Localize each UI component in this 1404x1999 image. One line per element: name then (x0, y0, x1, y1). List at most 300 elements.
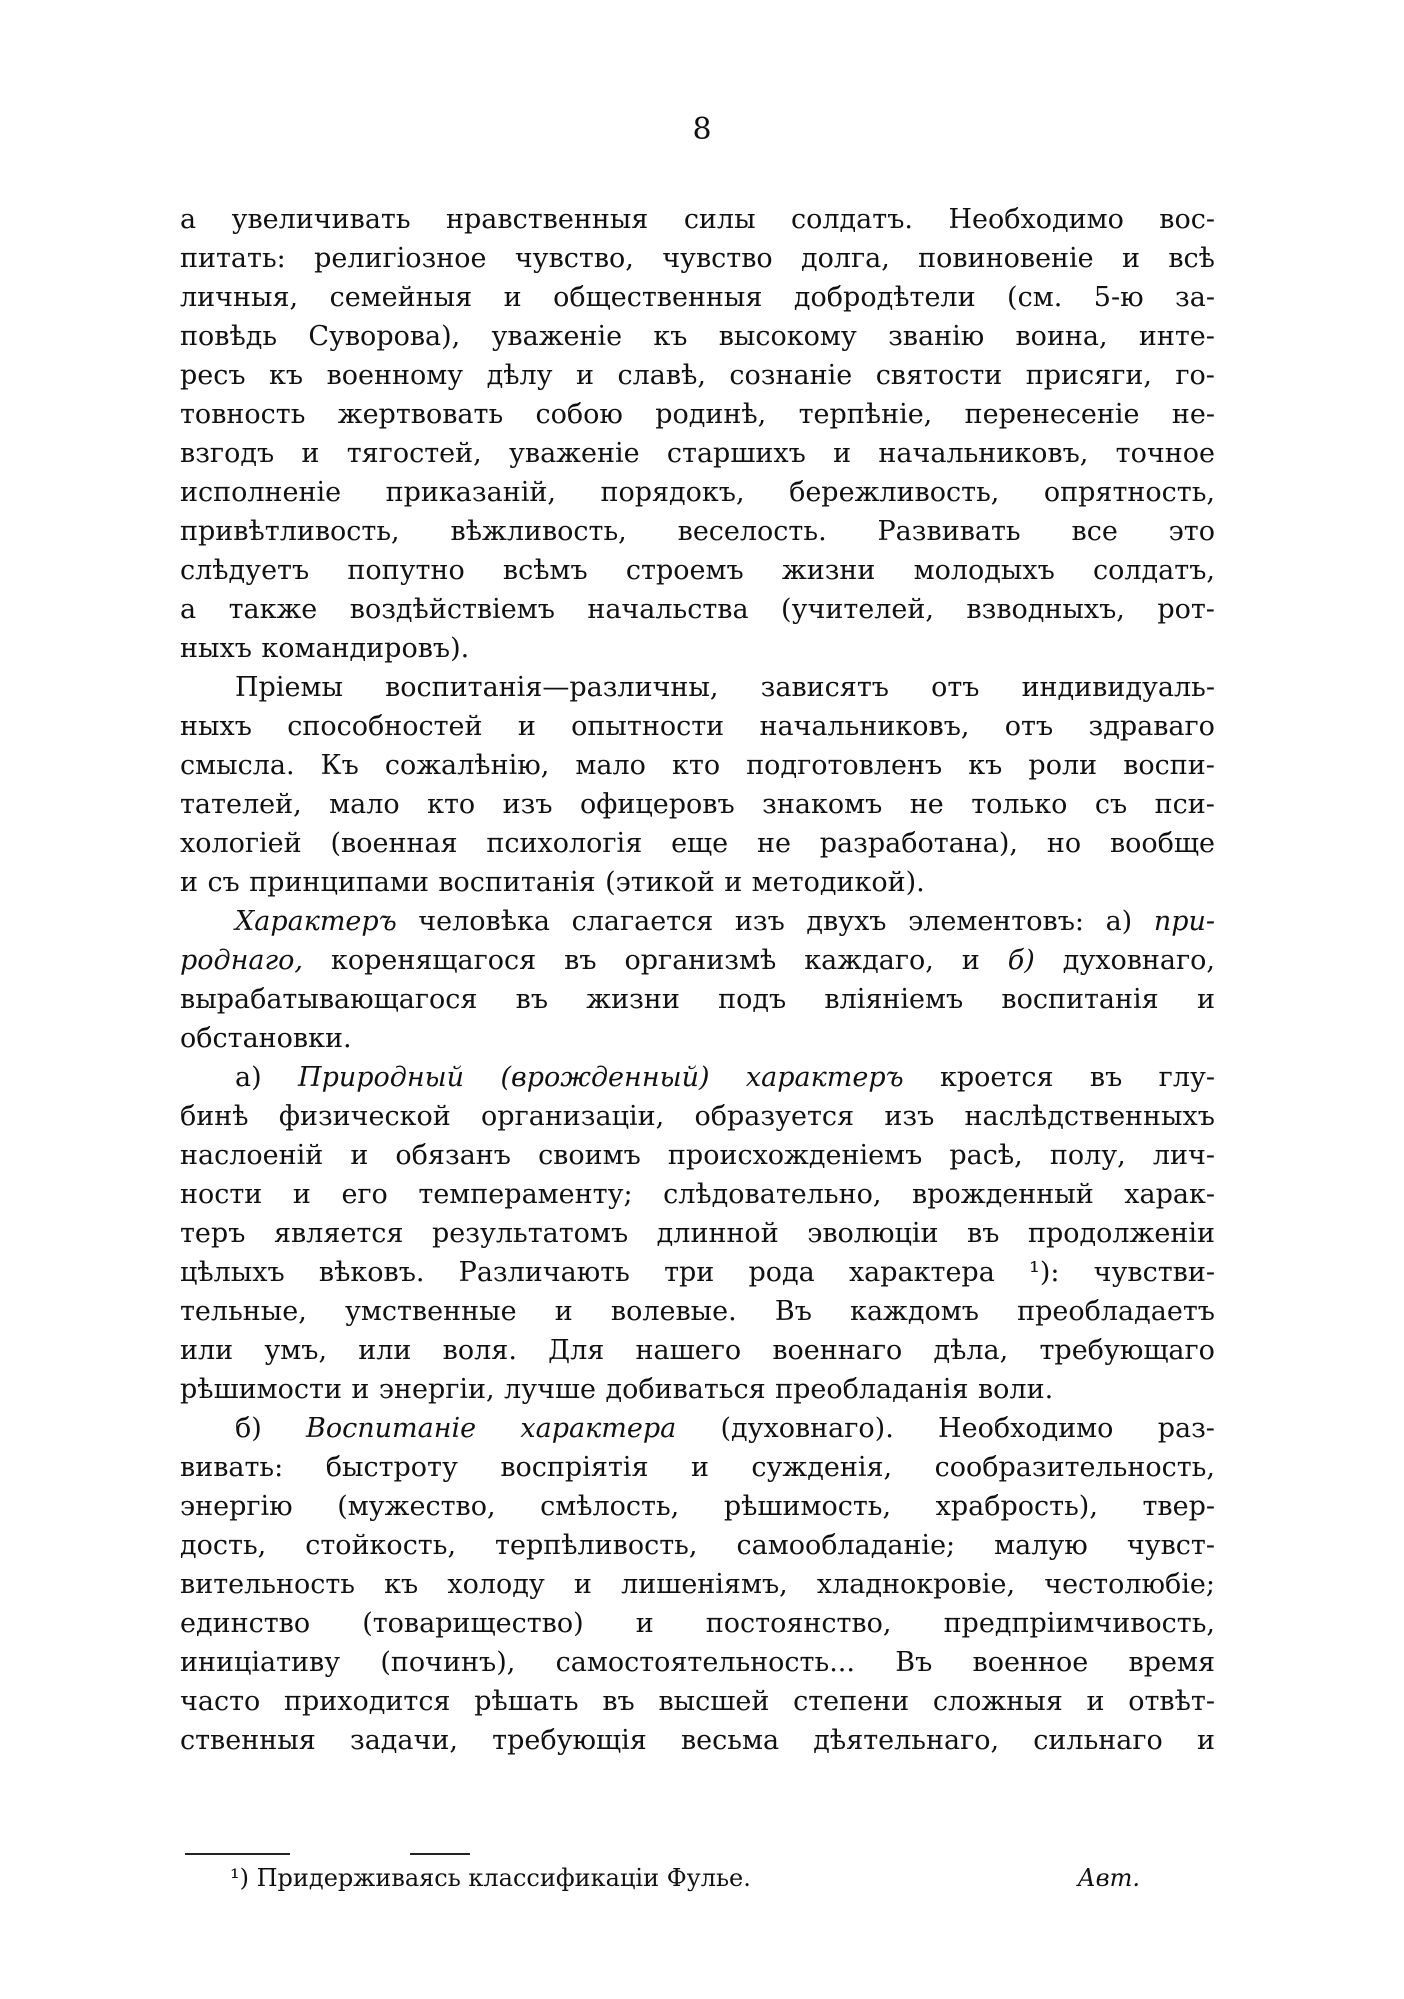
word: является (273, 1218, 404, 1249)
word: всѣмъ (502, 555, 588, 586)
word: тягостей, (346, 438, 482, 469)
text-line (180, 863, 1215, 902)
text-line (180, 902, 1215, 941)
word: долга, (800, 243, 890, 274)
word: при- (1153, 906, 1215, 937)
word: къ (968, 750, 1003, 781)
word: и (517, 711, 536, 742)
word: и (833, 438, 852, 469)
word: Суворова), (308, 321, 461, 352)
word: общественныя (553, 282, 763, 313)
word: воспитанія (438, 867, 596, 898)
word: воспитанія—различны, (385, 672, 719, 703)
word: Къ (320, 750, 359, 781)
word: психологія (486, 828, 643, 859)
word: строемъ (625, 555, 744, 586)
word: командировъ). (261, 633, 470, 664)
word: чувстви- (1093, 1257, 1215, 1288)
word: требующія (492, 1725, 647, 1756)
word: духовнаго, (1062, 945, 1215, 976)
word: вос- (1159, 204, 1215, 235)
word: воспитанія (1001, 984, 1159, 1015)
text-line (180, 1370, 1215, 1409)
text-line (180, 395, 1215, 434)
word: время (1128, 1647, 1215, 1678)
word: и (1196, 1725, 1215, 1756)
word: отъ (931, 672, 980, 703)
text-line (180, 785, 1215, 824)
word: Необходимо (938, 1413, 1114, 1444)
word: (духовнаго). (720, 1413, 894, 1444)
word: разработана), (819, 828, 1019, 859)
word: тателей, (180, 789, 302, 820)
text-line (180, 200, 1215, 239)
word: къ (653, 321, 688, 352)
word: кто (427, 789, 476, 820)
word: каждомъ (850, 1296, 979, 1327)
word: рѣшимость, (723, 1491, 892, 1522)
word: рот- (1157, 594, 1215, 625)
word: всѣ (1168, 243, 1215, 274)
word: славѣ, (617, 360, 706, 391)
word: преобладаетъ (1017, 1296, 1215, 1327)
word: Пріемы (235, 672, 343, 703)
word: физической (278, 1101, 451, 1132)
word: принципами (249, 867, 429, 898)
word: слѣдовательно, (663, 1179, 882, 1210)
word: и (350, 1140, 369, 1171)
text-line (180, 1604, 1215, 1643)
word: высшей (658, 1686, 770, 1717)
word: малую (994, 1530, 1088, 1561)
word: чувство, (514, 243, 634, 274)
word: къ (384, 1569, 419, 1600)
word: силы (683, 204, 756, 235)
word: бережливость, (789, 477, 1000, 508)
footnote-body: Придерживаясь классификаціи Фулье. (256, 1864, 751, 1892)
word: все (1071, 516, 1118, 547)
word: постоянство, (705, 1608, 892, 1639)
text-line (180, 1136, 1215, 1175)
word: религіозное (314, 243, 487, 274)
word: требующаго (1039, 1335, 1215, 1366)
word: родинѣ, (655, 399, 767, 430)
word: волевые. (610, 1296, 737, 1327)
word: ресъ (180, 360, 246, 391)
word: собою (535, 399, 623, 430)
word: только (971, 789, 1068, 820)
word: приказаній, (385, 477, 556, 508)
word: изъ (734, 906, 785, 937)
word: (этикой (605, 867, 715, 898)
word: или (180, 1335, 234, 1366)
text-line (180, 590, 1215, 629)
word: нашего (635, 1335, 742, 1366)
word: вырабатывающагося (180, 984, 478, 1015)
text-line (180, 746, 1215, 785)
word: харак- (1124, 1179, 1215, 1210)
word: характера (520, 1413, 677, 1444)
word: молодыхъ (913, 555, 1055, 586)
word: рѣшимости (180, 1374, 342, 1405)
word: съ (207, 867, 240, 898)
text-line (180, 551, 1215, 590)
word: степени (793, 1686, 910, 1717)
text-line (180, 278, 1215, 317)
word: глу- (1158, 1062, 1215, 1093)
word: Для (548, 1335, 605, 1366)
word: вѣковъ. (318, 1257, 425, 1288)
word: вліяніемъ (824, 984, 964, 1015)
word: двухъ (806, 906, 887, 937)
word: и (690, 1452, 709, 1483)
word: коренящагося (331, 945, 537, 976)
word: лучше (504, 1374, 597, 1405)
text-line (180, 512, 1215, 551)
word: вивать: (180, 1452, 284, 1483)
word: взводныхъ, (966, 594, 1125, 625)
word: (мужество, (337, 1491, 496, 1522)
word: точное (1115, 438, 1215, 469)
word: ныхъ (180, 711, 252, 742)
text-line (180, 1721, 1215, 1760)
word: кроется (940, 1062, 1054, 1093)
word: го- (1175, 360, 1215, 391)
word: въ (564, 945, 597, 976)
word: попутно (347, 555, 465, 586)
word: сожалѣнію, (384, 750, 550, 781)
word: дѣлу (486, 360, 553, 391)
text-line (180, 317, 1215, 356)
word: въ (602, 1686, 635, 1717)
word: сложныя (932, 1686, 1063, 1717)
word: самостоятельность... (555, 1647, 855, 1678)
word: (учителей, (781, 594, 934, 625)
word: ныхъ (180, 633, 252, 664)
word: и (351, 1374, 370, 1405)
word: вительность (180, 1569, 355, 1600)
word: опрятность, (1043, 477, 1215, 508)
word: а (180, 594, 197, 625)
word: это (1168, 516, 1215, 547)
word: холоду (447, 1569, 545, 1600)
word: стойкость, (305, 1530, 457, 1561)
word: инте- (1138, 321, 1215, 352)
word: способностей (287, 711, 483, 742)
word: но (1046, 828, 1082, 859)
word: веселость. (677, 516, 827, 547)
text-line (180, 824, 1215, 863)
word: не- (1171, 399, 1215, 430)
footnote-divider (185, 1853, 525, 1855)
word: 5-ю (1093, 282, 1144, 313)
word: (товарищество) (362, 1608, 584, 1639)
text-line (180, 1058, 1215, 1097)
text-line (180, 1682, 1215, 1721)
word: и (573, 1569, 592, 1600)
word: обстановки. (180, 1023, 352, 1054)
word: знакомъ (762, 789, 883, 820)
word: сообразительность, (934, 1452, 1215, 1483)
word: въ (1089, 1062, 1123, 1093)
word: бинѣ (180, 1101, 249, 1132)
word: образуется (694, 1101, 855, 1132)
word: темпераменту; (418, 1179, 633, 1210)
word: обязанъ (395, 1140, 511, 1171)
word: Характеръ (235, 906, 397, 937)
word: и (503, 282, 522, 313)
word: подъ (718, 984, 787, 1015)
word: вѣжливость, (450, 516, 627, 547)
text-line (180, 1526, 1215, 1565)
word: здраваго (1088, 711, 1215, 742)
word: еще (671, 828, 729, 859)
word: слѣдуетъ (180, 555, 310, 586)
word: характера (848, 1257, 995, 1288)
text-line (180, 1409, 1215, 1448)
word: воли. (977, 1374, 1054, 1405)
word: хладнокровіе, (816, 1569, 1016, 1600)
word: врожденный (912, 1179, 1094, 1210)
word: отвѣт- (1128, 1686, 1215, 1717)
word: наслоеній (180, 1140, 324, 1171)
word: взгодъ (180, 438, 275, 469)
word: эволюціи (807, 1218, 939, 1249)
word: зависятъ (760, 672, 889, 703)
word: высокому (718, 321, 857, 352)
text-line (180, 239, 1215, 278)
word: товность (180, 399, 306, 430)
text-line (180, 1253, 1215, 1292)
word: личныя, (180, 282, 299, 313)
word: б) (235, 1413, 262, 1444)
word: добродѣтели (793, 282, 976, 313)
word: кто (672, 750, 721, 781)
word: привѣтливость, (180, 516, 400, 547)
word: и (1086, 1686, 1105, 1717)
text-line (180, 1097, 1215, 1136)
word: увеличивать (231, 204, 411, 235)
word: жертвовать (337, 399, 504, 430)
word: а) (235, 1062, 262, 1093)
word: роли (1028, 750, 1098, 781)
word: присяги, (1025, 360, 1152, 391)
word: жизни (586, 984, 680, 1015)
word: семейныя (329, 282, 473, 313)
word: тельные, (180, 1296, 307, 1327)
word: воспріятія (500, 1452, 649, 1483)
word: весьма (680, 1725, 780, 1756)
word: своимъ (538, 1140, 641, 1171)
word: каждаго, (804, 945, 934, 976)
text-line (180, 1214, 1215, 1253)
word: а (180, 204, 197, 235)
word: характеръ (745, 1062, 904, 1093)
word: мало (575, 750, 646, 781)
word: уваженіе (491, 321, 623, 352)
word: начальниковъ, (878, 438, 1089, 469)
word: за- (1175, 282, 1215, 313)
word: сознаніе (729, 360, 853, 391)
word: и (1122, 243, 1140, 274)
word: военнаго (772, 1335, 903, 1366)
word: результатомъ (431, 1218, 629, 1249)
word: званію (888, 321, 985, 352)
word: задачи, (349, 1725, 458, 1756)
word: рода (748, 1257, 815, 1288)
word: человѣка (418, 906, 550, 937)
word: подготовленъ (746, 750, 943, 781)
word: иниціативу (180, 1647, 341, 1678)
word: б) (1007, 945, 1035, 976)
word: и (576, 360, 595, 391)
word: Различають (458, 1257, 630, 1288)
word: терпѣливость, (495, 1530, 698, 1561)
word: и (724, 867, 743, 898)
word: и (961, 945, 980, 976)
word: смѣлость, (540, 1491, 680, 1522)
word: умъ, (264, 1335, 328, 1366)
word: самообладаніе; (736, 1530, 956, 1561)
word: сужденія, (751, 1452, 893, 1483)
word: Необходимо (948, 204, 1124, 235)
body-text (180, 200, 1215, 1760)
word: мало (329, 789, 400, 820)
text-line (180, 434, 1215, 473)
word: приходится (284, 1686, 451, 1717)
word: Воспитаніе (306, 1413, 477, 1444)
word: твер- (1142, 1491, 1215, 1522)
word: (см. (1007, 282, 1063, 313)
word: энергіи, (378, 1374, 495, 1405)
word: повѣдь (180, 321, 278, 352)
word: расѣ, (949, 1140, 1023, 1171)
word: роднаго, (180, 945, 304, 976)
word: рѣшать (474, 1686, 579, 1717)
word: и (301, 438, 320, 469)
word: изъ (884, 1101, 935, 1132)
word: Развивать (877, 516, 1021, 547)
word: ственныя (180, 1725, 316, 1756)
word: лич- (1152, 1140, 1215, 1171)
word: ности (180, 1179, 263, 1210)
word: храбрость), (935, 1491, 1098, 1522)
word: воспи- (1123, 750, 1215, 781)
word: цѣлыхъ (180, 1257, 285, 1288)
text-line (180, 1019, 1215, 1058)
word: повиновеніе (918, 243, 1094, 274)
text-line (180, 941, 1215, 980)
word: начальства (587, 594, 749, 625)
text-line (180, 1643, 1215, 1682)
word: опытности (571, 711, 725, 742)
footnote-author: Авт. (1077, 1864, 1140, 1892)
word: и (292, 1179, 311, 1210)
word: длинной (656, 1218, 779, 1249)
word: воина, (1015, 321, 1108, 352)
word: вообще (1109, 828, 1215, 859)
footnote-marker: ¹) (230, 1864, 249, 1892)
word: индивидуаль- (1021, 672, 1215, 703)
word: уваженіе (508, 438, 640, 469)
word: солдатъ, (1093, 555, 1215, 586)
footnote (230, 1864, 1140, 1892)
word: организаціи, (481, 1101, 665, 1132)
word: военному (326, 360, 464, 391)
word: Природный (298, 1062, 465, 1093)
text-line (180, 1487, 1215, 1526)
word: лишеніямъ, (621, 1569, 788, 1600)
word: пси- (1154, 789, 1215, 820)
word: (военная (330, 828, 458, 859)
word: изъ (502, 789, 553, 820)
word: и (554, 1296, 573, 1327)
text-line (180, 1331, 1215, 1370)
word: теръ (180, 1218, 246, 1249)
text-line (180, 1292, 1215, 1331)
word: происхожденіемъ (667, 1140, 923, 1171)
text-line (180, 707, 1215, 746)
word: начальниковъ, (759, 711, 970, 742)
word: порядокъ, (600, 477, 745, 508)
word: наслѣдственныхъ (964, 1101, 1215, 1132)
word: воздѣйствіемъ (349, 594, 555, 625)
word: также (228, 594, 318, 625)
word: раз- (1157, 1413, 1215, 1444)
word: а) (1105, 906, 1133, 937)
word: хологіей (180, 828, 302, 859)
word: единство (180, 1608, 311, 1639)
word: его (341, 1179, 388, 1210)
word: дость, (180, 1530, 267, 1561)
word: (врожденный) (500, 1062, 710, 1093)
text-line (180, 1175, 1215, 1214)
word: Въ (895, 1647, 933, 1678)
text-line (180, 629, 1215, 668)
word: чувство (662, 243, 773, 274)
word: святости (875, 360, 1003, 391)
word: (починъ), (380, 1647, 516, 1678)
footnote-text (230, 1864, 751, 1892)
word: дѣла, (933, 1335, 1009, 1366)
word: полу, (1049, 1140, 1126, 1171)
word: организмѣ (624, 945, 777, 976)
word: смысла. (180, 750, 295, 781)
word: продолженіи (1027, 1218, 1215, 1249)
text-line (180, 668, 1215, 707)
word: и (1196, 984, 1215, 1015)
word: методикой). (751, 867, 925, 898)
text-line (180, 980, 1215, 1019)
word: Въ (774, 1296, 812, 1327)
word: съ (1094, 789, 1128, 820)
word: солдатъ. (791, 204, 913, 235)
word: элементовъ: (908, 906, 1084, 937)
word: старшихъ (666, 438, 806, 469)
text-line (180, 1565, 1215, 1604)
word: воля. (442, 1335, 517, 1366)
word: не (756, 828, 791, 859)
word: въ (515, 984, 549, 1015)
word: быстроту (325, 1452, 458, 1483)
word: исполненіе (180, 477, 342, 508)
word: слагается (571, 906, 714, 937)
word: и (635, 1608, 654, 1639)
word: добиваться (605, 1374, 766, 1405)
word: питать: (180, 243, 286, 274)
text-line (180, 1448, 1215, 1487)
word: перенесеніе (964, 399, 1140, 430)
